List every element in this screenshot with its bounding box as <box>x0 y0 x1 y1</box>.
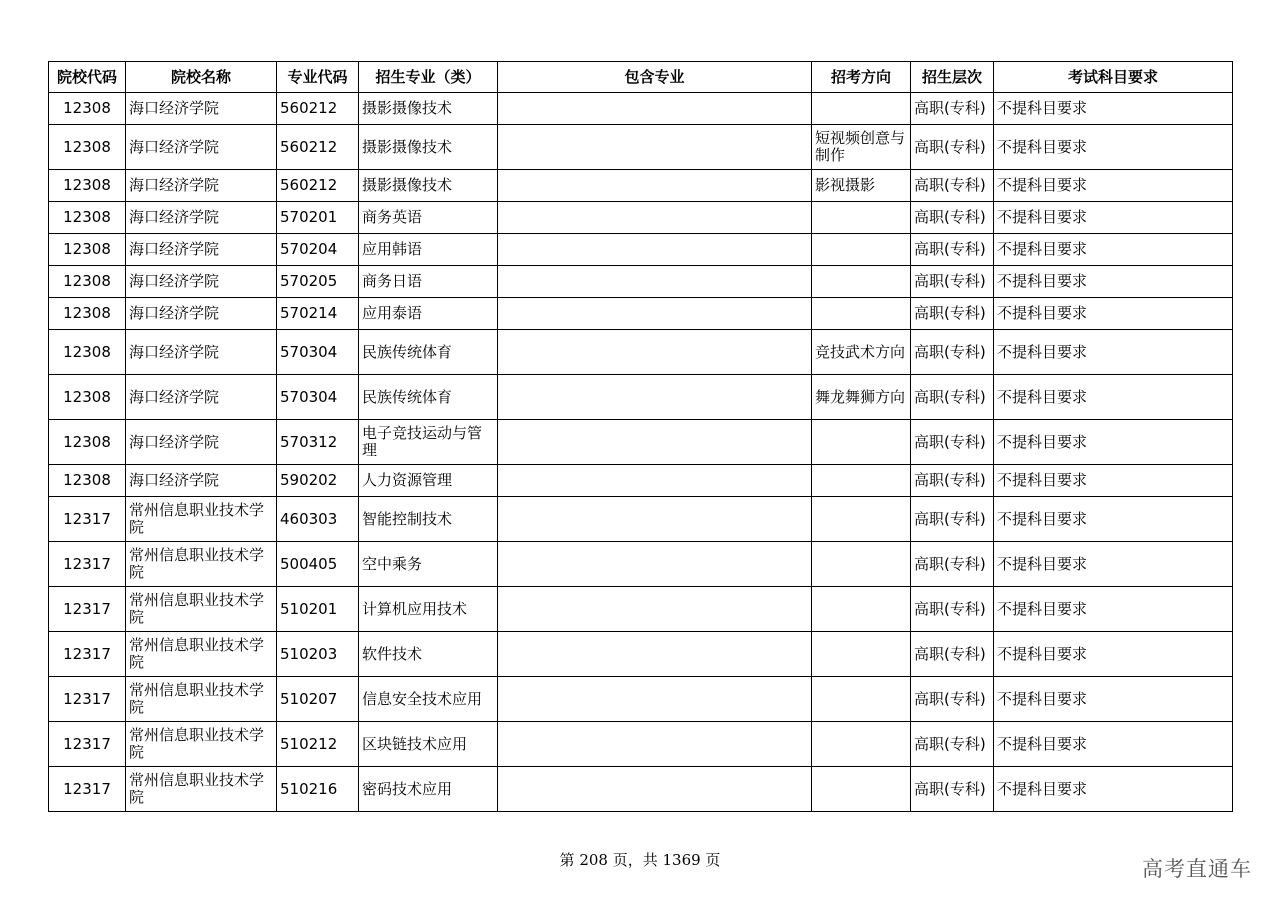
cell-school-name: 海口经济学院 <box>126 266 277 298</box>
cell-level: 高职(专科) <box>911 632 994 677</box>
cell-subjects: 不提科目要求 <box>994 93 1233 125</box>
table-row <box>49 298 1233 330</box>
cell-school-name: 海口经济学院 <box>126 420 277 465</box>
cell-school-code: 12317 <box>49 542 126 587</box>
cell-included-majors <box>498 298 812 330</box>
cell-major-code: 500405 <box>277 542 359 587</box>
table-row <box>49 542 1233 587</box>
header-major-code: 专业代码 <box>277 62 359 93</box>
cell-subjects: 不提科目要求 <box>994 298 1233 330</box>
cell-school-code: 12317 <box>49 497 126 542</box>
admissions-table <box>48 61 1233 812</box>
cell-school-code: 12317 <box>49 767 126 812</box>
table-row <box>49 266 1233 298</box>
table-row <box>49 632 1233 677</box>
table-row <box>49 497 1233 542</box>
table-row <box>49 125 1233 170</box>
cell-major-code: 460303 <box>277 497 359 542</box>
cell-major-code: 570304 <box>277 375 359 420</box>
cell-level: 高职(专科) <box>911 375 994 420</box>
cell-major: 智能控制技术 <box>359 497 498 542</box>
table-row <box>49 93 1233 125</box>
cell-direction <box>812 497 911 542</box>
cell-major-code: 560212 <box>277 93 359 125</box>
cell-school-name: 海口经济学院 <box>126 93 277 125</box>
cell-school-code: 12317 <box>49 722 126 767</box>
cell-direction <box>812 420 911 465</box>
cell-level: 高职(专科) <box>911 497 994 542</box>
header-school-name: 院校名称 <box>126 62 277 93</box>
cell-school-code: 12308 <box>49 465 126 497</box>
cell-direction: 短视频创意与制作 <box>812 125 911 170</box>
cell-direction <box>812 767 911 812</box>
cell-subjects: 不提科目要求 <box>994 234 1233 266</box>
header-included-majors: 包含专业 <box>498 62 812 93</box>
cell-level: 高职(专科) <box>911 677 994 722</box>
cell-major: 摄影摄像技术 <box>359 170 498 202</box>
cell-school-code: 12317 <box>49 677 126 722</box>
cell-school-code: 12308 <box>49 125 126 170</box>
cell-school-code: 12308 <box>49 170 126 202</box>
cell-subjects: 不提科目要求 <box>994 587 1233 632</box>
table-row <box>49 375 1233 420</box>
cell-school-code: 12317 <box>49 632 126 677</box>
cell-major: 人力资源管理 <box>359 465 498 497</box>
cell-school-name: 常州信息职业技术学院 <box>126 767 277 812</box>
cell-major-code: 510201 <box>277 587 359 632</box>
cell-school-name: 海口经济学院 <box>126 125 277 170</box>
cell-major: 商务日语 <box>359 266 498 298</box>
cell-major-code: 570304 <box>277 330 359 375</box>
cell-school-code: 12308 <box>49 234 126 266</box>
cell-level: 高职(专科) <box>911 420 994 465</box>
cell-subjects: 不提科目要求 <box>994 497 1233 542</box>
cell-school-code: 12308 <box>49 93 126 125</box>
cell-major: 计算机应用技术 <box>359 587 498 632</box>
page-number: 第 208 页，共 1369 页 <box>559 851 721 869</box>
cell-included-majors <box>498 330 812 375</box>
cell-subjects: 不提科目要求 <box>994 767 1233 812</box>
cell-level: 高职(专科) <box>911 542 994 587</box>
cell-direction <box>812 266 911 298</box>
cell-major: 摄影摄像技术 <box>359 125 498 170</box>
cell-included-majors <box>498 125 812 170</box>
cell-subjects: 不提科目要求 <box>994 632 1233 677</box>
cell-direction: 竞技武术方向 <box>812 330 911 375</box>
cell-school-code: 12308 <box>49 375 126 420</box>
cell-subjects: 不提科目要求 <box>994 170 1233 202</box>
cell-included-majors <box>498 234 812 266</box>
cell-major: 空中乘务 <box>359 542 498 587</box>
cell-school-name: 海口经济学院 <box>126 202 277 234</box>
cell-major: 软件技术 <box>359 632 498 677</box>
cell-school-code: 12308 <box>49 420 126 465</box>
cell-included-majors <box>498 767 812 812</box>
cell-direction <box>812 465 911 497</box>
cell-school-name: 海口经济学院 <box>126 330 277 375</box>
cell-level: 高职(专科) <box>911 202 994 234</box>
table-row <box>49 587 1233 632</box>
cell-school-name: 海口经济学院 <box>126 465 277 497</box>
table-row <box>49 170 1233 202</box>
cell-major-code: 560212 <box>277 125 359 170</box>
cell-level: 高职(专科) <box>911 298 994 330</box>
table-row <box>49 420 1233 465</box>
cell-level: 高职(专科) <box>911 266 994 298</box>
table-row <box>49 722 1233 767</box>
cell-major: 民族传统体育 <box>359 375 498 420</box>
cell-direction <box>812 632 911 677</box>
cell-included-majors <box>498 266 812 298</box>
cell-subjects: 不提科目要求 <box>994 125 1233 170</box>
cell-major: 区块链技术应用 <box>359 722 498 767</box>
cell-major-code: 570204 <box>277 234 359 266</box>
table-row <box>49 202 1233 234</box>
cell-school-name: 常州信息职业技术学院 <box>126 542 277 587</box>
cell-major: 电子竞技运动与管理 <box>359 420 498 465</box>
cell-included-majors <box>498 497 812 542</box>
cell-major: 应用泰语 <box>359 298 498 330</box>
cell-subjects: 不提科目要求 <box>994 202 1233 234</box>
cell-subjects: 不提科目要求 <box>994 465 1233 497</box>
cell-school-name: 海口经济学院 <box>126 375 277 420</box>
cell-subjects: 不提科目要求 <box>994 677 1233 722</box>
cell-school-name: 海口经济学院 <box>126 170 277 202</box>
cell-subjects: 不提科目要求 <box>994 722 1233 767</box>
cell-major-code: 510212 <box>277 722 359 767</box>
cell-included-majors <box>498 465 812 497</box>
cell-level: 高职(专科) <box>911 170 994 202</box>
cell-school-code: 12317 <box>49 587 126 632</box>
cell-major: 密码技术应用 <box>359 767 498 812</box>
cell-school-name: 常州信息职业技术学院 <box>126 587 277 632</box>
table-row <box>49 677 1233 722</box>
watermark-text: 高考直通车 <box>1142 857 1252 881</box>
table-body <box>49 93 1233 812</box>
cell-level: 高职(专科) <box>911 125 994 170</box>
cell-major-code: 510216 <box>277 767 359 812</box>
cell-level: 高职(专科) <box>911 587 994 632</box>
cell-level: 高职(专科) <box>911 330 994 375</box>
cell-major-code: 570205 <box>277 266 359 298</box>
cell-subjects: 不提科目要求 <box>994 542 1233 587</box>
cell-included-majors <box>498 170 812 202</box>
cell-direction <box>812 542 911 587</box>
cell-direction <box>812 677 911 722</box>
cell-included-majors <box>498 677 812 722</box>
cell-major-code: 510203 <box>277 632 359 677</box>
cell-level: 高职(专科) <box>911 234 994 266</box>
cell-included-majors <box>498 202 812 234</box>
cell-major: 商务英语 <box>359 202 498 234</box>
cell-school-code: 12308 <box>49 202 126 234</box>
cell-included-majors <box>498 587 812 632</box>
cell-direction: 影视摄影 <box>812 170 911 202</box>
cell-school-code: 12308 <box>49 330 126 375</box>
header-major: 招生专业（类） <box>359 62 498 93</box>
cell-school-code: 12308 <box>49 298 126 330</box>
header-direction: 招考方向 <box>812 62 911 93</box>
cell-direction <box>812 234 911 266</box>
table-row <box>49 767 1233 812</box>
cell-major: 应用韩语 <box>359 234 498 266</box>
cell-school-code: 12308 <box>49 266 126 298</box>
cell-subjects: 不提科目要求 <box>994 420 1233 465</box>
cell-major-code: 510207 <box>277 677 359 722</box>
cell-included-majors <box>498 375 812 420</box>
table-header-row <box>49 62 1233 93</box>
cell-subjects: 不提科目要求 <box>994 330 1233 375</box>
table-row <box>49 234 1233 266</box>
cell-school-name: 常州信息职业技术学院 <box>126 677 277 722</box>
cell-school-name: 常州信息职业技术学院 <box>126 722 277 767</box>
header-level: 招生层次 <box>911 62 994 93</box>
cell-direction <box>812 587 911 632</box>
cell-major-code: 590202 <box>277 465 359 497</box>
cell-major: 摄影摄像技术 <box>359 93 498 125</box>
cell-major-code: 570312 <box>277 420 359 465</box>
header-school-code: 院校代码 <box>49 62 126 93</box>
table-row <box>49 330 1233 375</box>
cell-subjects: 不提科目要求 <box>994 266 1233 298</box>
table-row <box>49 465 1233 497</box>
cell-included-majors <box>498 93 812 125</box>
cell-level: 高职(专科) <box>911 465 994 497</box>
cell-level: 高职(专科) <box>911 93 994 125</box>
cell-major-code: 570201 <box>277 202 359 234</box>
cell-major: 信息安全技术应用 <box>359 677 498 722</box>
cell-subjects: 不提科目要求 <box>994 375 1233 420</box>
cell-level: 高职(专科) <box>911 767 994 812</box>
cell-major-code: 560212 <box>277 170 359 202</box>
cell-level: 高职(专科) <box>911 722 994 767</box>
cell-included-majors <box>498 542 812 587</box>
cell-school-name: 常州信息职业技术学院 <box>126 632 277 677</box>
cell-direction <box>812 202 911 234</box>
header-subjects: 考试科目要求 <box>994 62 1233 93</box>
cell-school-name: 海口经济学院 <box>126 234 277 266</box>
cell-direction <box>812 93 911 125</box>
cell-school-name: 常州信息职业技术学院 <box>126 497 277 542</box>
cell-direction <box>812 298 911 330</box>
cell-included-majors <box>498 632 812 677</box>
cell-included-majors <box>498 420 812 465</box>
cell-included-majors <box>498 722 812 767</box>
cell-school-name: 海口经济学院 <box>126 298 277 330</box>
cell-direction <box>812 722 911 767</box>
cell-direction: 舞龙舞狮方向 <box>812 375 911 420</box>
cell-major: 民族传统体育 <box>359 330 498 375</box>
cell-major-code: 570214 <box>277 298 359 330</box>
